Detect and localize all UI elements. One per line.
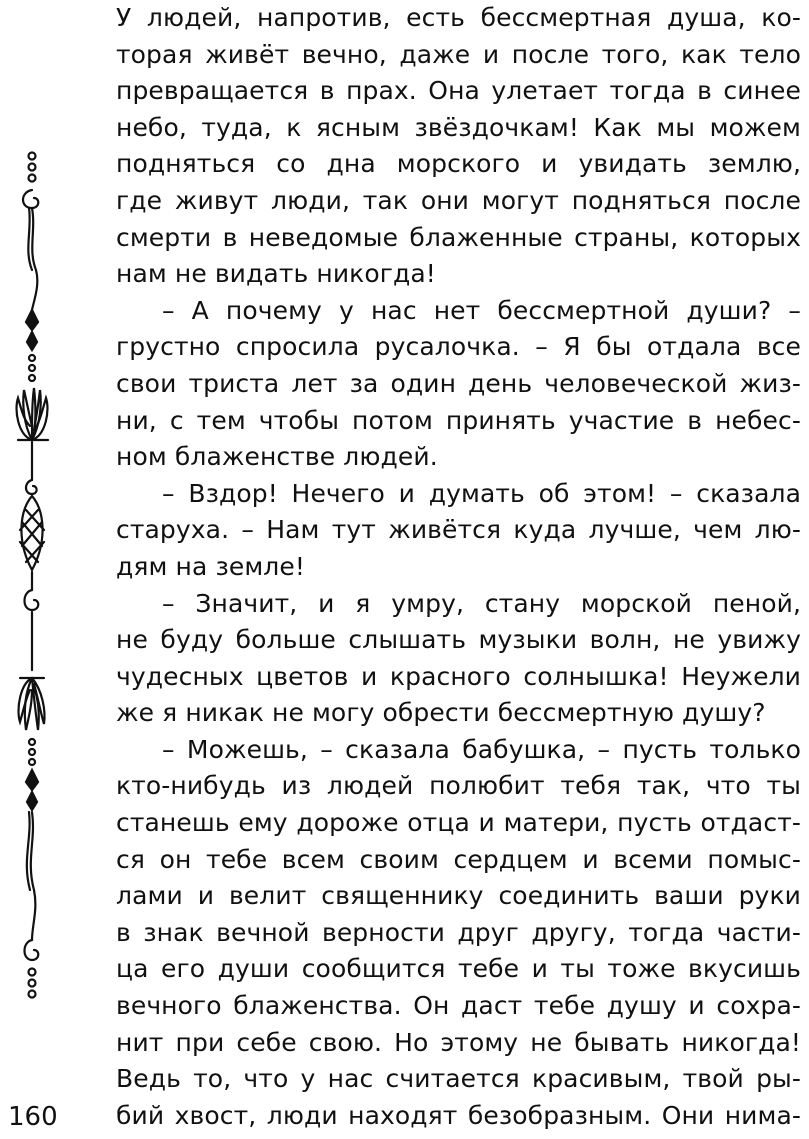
text-line: грустно спросила русалочка. – Я бы отдала все xyxy=(116,332,801,362)
text-line: ца его души сообщится тебе и ты тоже вкусишь xyxy=(116,954,801,984)
text-line: небо, туда, к ясным звёздочкам! Как мы можем xyxy=(116,112,801,142)
text-line: нам не видать никогда! xyxy=(116,259,436,289)
body-text xyxy=(116,0,801,1134)
text-line: чудесных цветов и красного солнышка! Неужели xyxy=(116,661,801,691)
text-line: в знак вечной верности друг другу, тогда части- xyxy=(116,917,801,947)
text-line: смерти в неведомые блаженные страны, которых xyxy=(116,222,801,252)
text-line: – Можешь, – сказала бабушка, – пусть только xyxy=(162,734,801,764)
text-line: свои триста лет за один день человеческой жиз- xyxy=(116,368,801,398)
text-line: ся он тебе всем своим сердцем и всеми помыс- xyxy=(116,844,801,874)
text-line: кто-нибудь из людей полюбит тебя так, что ты xyxy=(116,771,801,801)
text-line: превращается в прах. Она улетает тогда в синее xyxy=(116,76,801,106)
text-line: не буду больше слышать музыки волн, не увижу xyxy=(116,625,801,655)
decorative-border-ornament xyxy=(10,150,56,1000)
text-line: дям на земле! xyxy=(116,551,305,581)
text-line: лами и велит священнику соединить ваши руки xyxy=(116,881,801,911)
text-line: – А почему у нас нет бессмертной души? – xyxy=(162,295,801,325)
text-line: нит при себе свою. Но этому не бывать никогда! xyxy=(116,1027,801,1057)
text-line: вечного блаженства. Он даст тебе душу и сохра- xyxy=(116,991,801,1021)
text-line: станешь ему дороже отца и матери, пусть отдаст- xyxy=(116,808,801,838)
text-line: же я никак не могу обрести бессмертную душу? xyxy=(116,698,766,728)
text-line: – Значит, и я умру, стану морской пеной, xyxy=(162,588,801,618)
text-line: старуха. – Нам тут живётся куда лучше, чем лю- xyxy=(116,515,801,545)
text-line: ни, с тем чтобы потом принять участие в небес- xyxy=(116,405,801,435)
text-line: У людей, напротив, есть бессмертная душа, ко- xyxy=(116,3,801,32)
text-line: ном блаженстве людей. xyxy=(116,442,438,472)
text-line: – Вздор! Нечего и думать об этом! – сказала xyxy=(162,478,801,508)
text-line: торая живёт вечно, даже и после того, как тело xyxy=(116,39,801,69)
text-line: Ведь то, что у нас считается красивым, твой ры- xyxy=(116,1064,801,1094)
text-line: где живут люди, так они могут подняться после xyxy=(116,185,801,215)
page-number: 160 xyxy=(8,1102,58,1132)
text-line: подняться со дна морского и увидать землю, xyxy=(116,149,801,179)
text-line: бий хвост, люди находят безобразным. Они нима- xyxy=(116,1100,801,1130)
